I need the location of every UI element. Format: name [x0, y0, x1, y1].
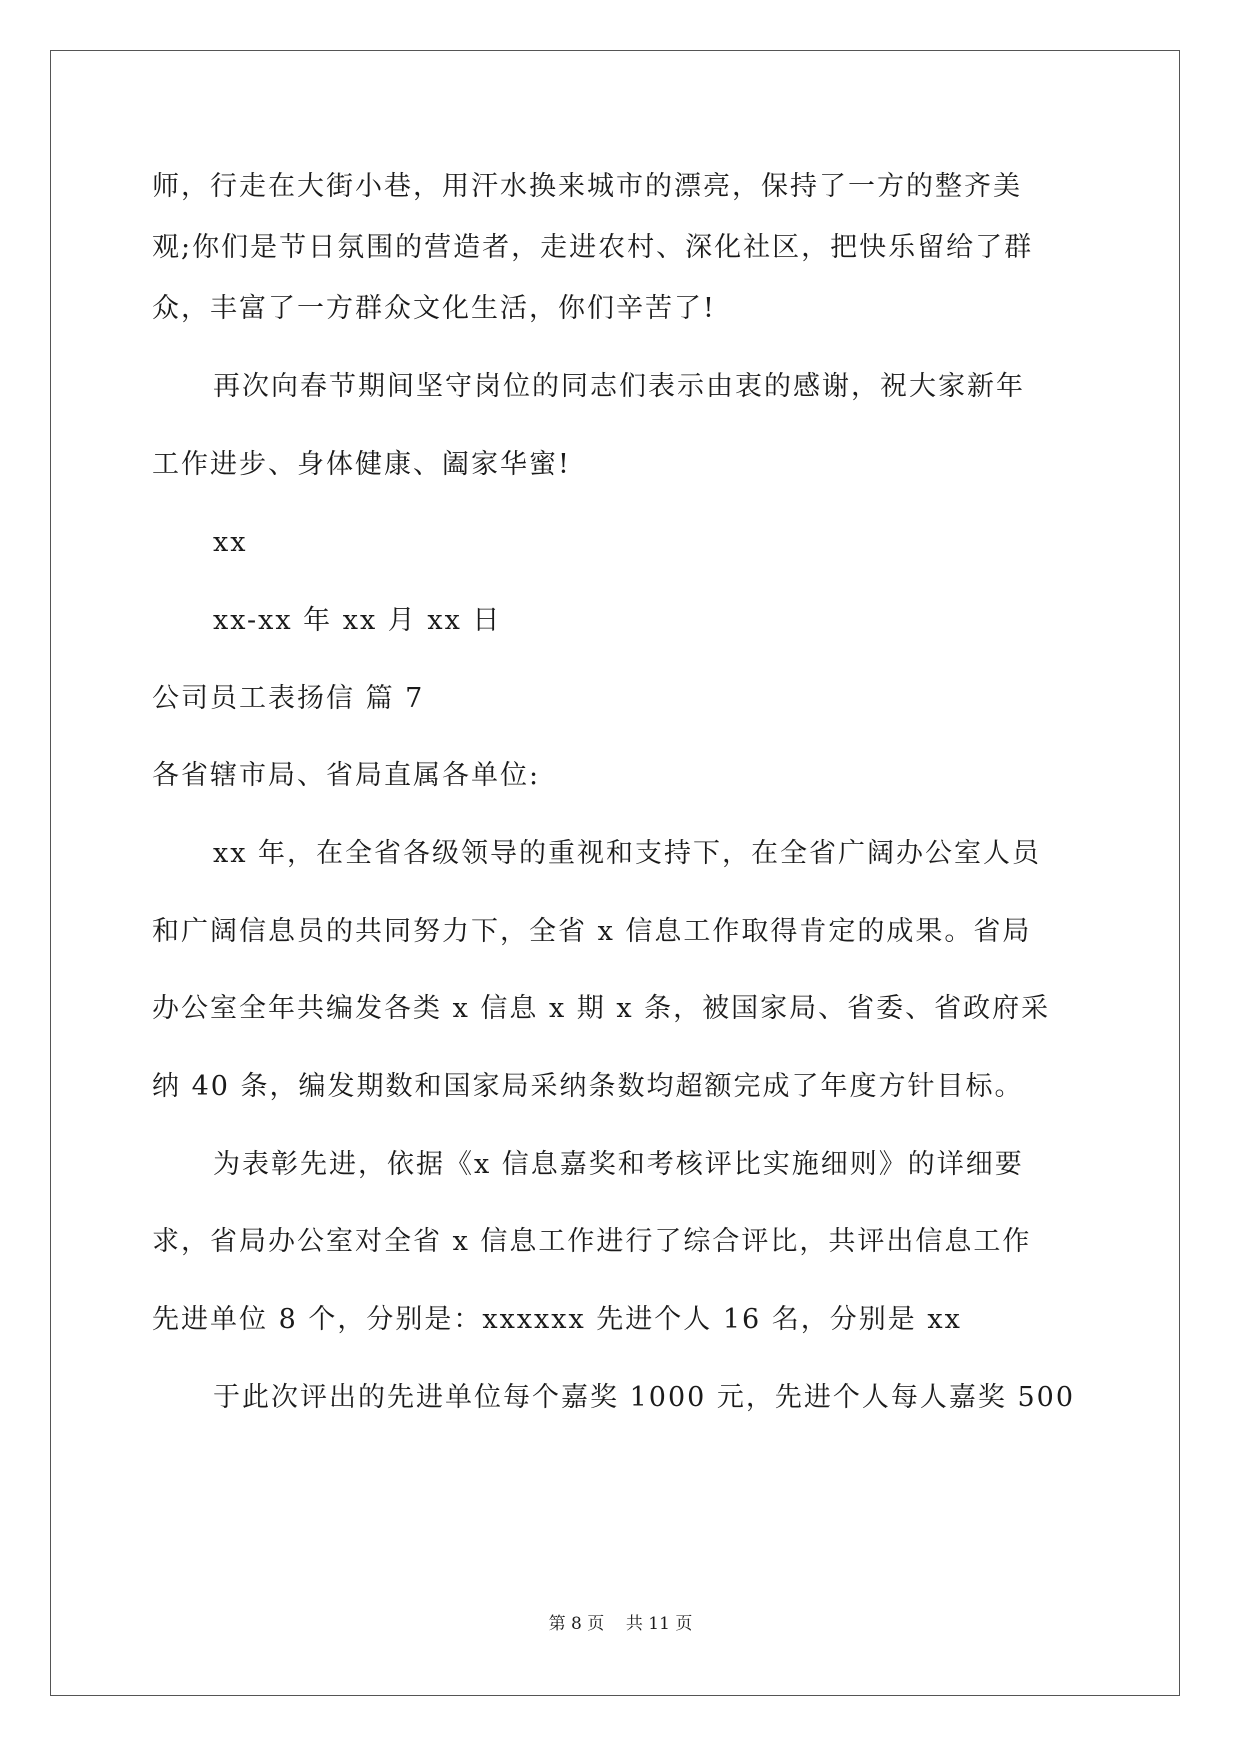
body-text-line: 求，省局办公室对全省 x 信息工作进行了综合评比，共评出信息工作 [152, 1226, 1032, 1257]
body-text-line: 工作进步、身体健康、阖家华蜜! [152, 449, 571, 480]
body-text-line: 观;你们是节日氛围的营造者，走进农村、深化社区，把快乐留给了群 [152, 232, 1034, 263]
body-text-line: 先进单位 8 个，分别是：xxxxxx 先进个人 16 名，分别是 xx [152, 1304, 962, 1335]
body-text-line: 于此次评出的先进单位每个嘉奖 1000 元，先进个人每人嘉奖 500 [213, 1382, 1075, 1413]
body-text-line: 师，行走在大街小巷，用汗水换来城市的漂亮，保持了一方的整齐美 [152, 171, 1022, 202]
body-text-line: 纳 40 条，编发期数和国家局采纳条数均超额完成了年度方针目标。 [152, 1071, 1024, 1102]
body-text-line: 办公室全年共编发各类 x 信息 x 期 x 条，被国家局、省委、省政府采 [152, 993, 1051, 1024]
body-text-line: 为表彰先进，依据《x 信息嘉奖和考核评比实施细则》的详细要 [213, 1149, 1024, 1180]
signature-name: xx [213, 527, 248, 558]
body-text-line: 再次向春节期间坚守岗位的同志们表示由衷的感谢，祝大家新年 [213, 371, 1025, 402]
salutation: 各省辖市局、省局直属各单位: [152, 760, 541, 791]
section-heading: 公司员工表扬信 篇 7 [152, 683, 425, 714]
page-number-footer: 第 8 页 共 11 页 [548, 1614, 693, 1634]
signature-date: xx-xx 年 xx 月 xx 日 [213, 605, 502, 636]
body-text-line: 众，丰富了一方群众文化生活，你们辛苦了! [152, 293, 716, 324]
body-text-line: 和广阔信息员的共同努力下，全省 x 信息工作取得肯定的成果。省局 [152, 916, 1032, 947]
body-text-line: xx 年，在全省各级领导的重视和支持下，在全省广阔办公室人员 [213, 838, 1042, 869]
